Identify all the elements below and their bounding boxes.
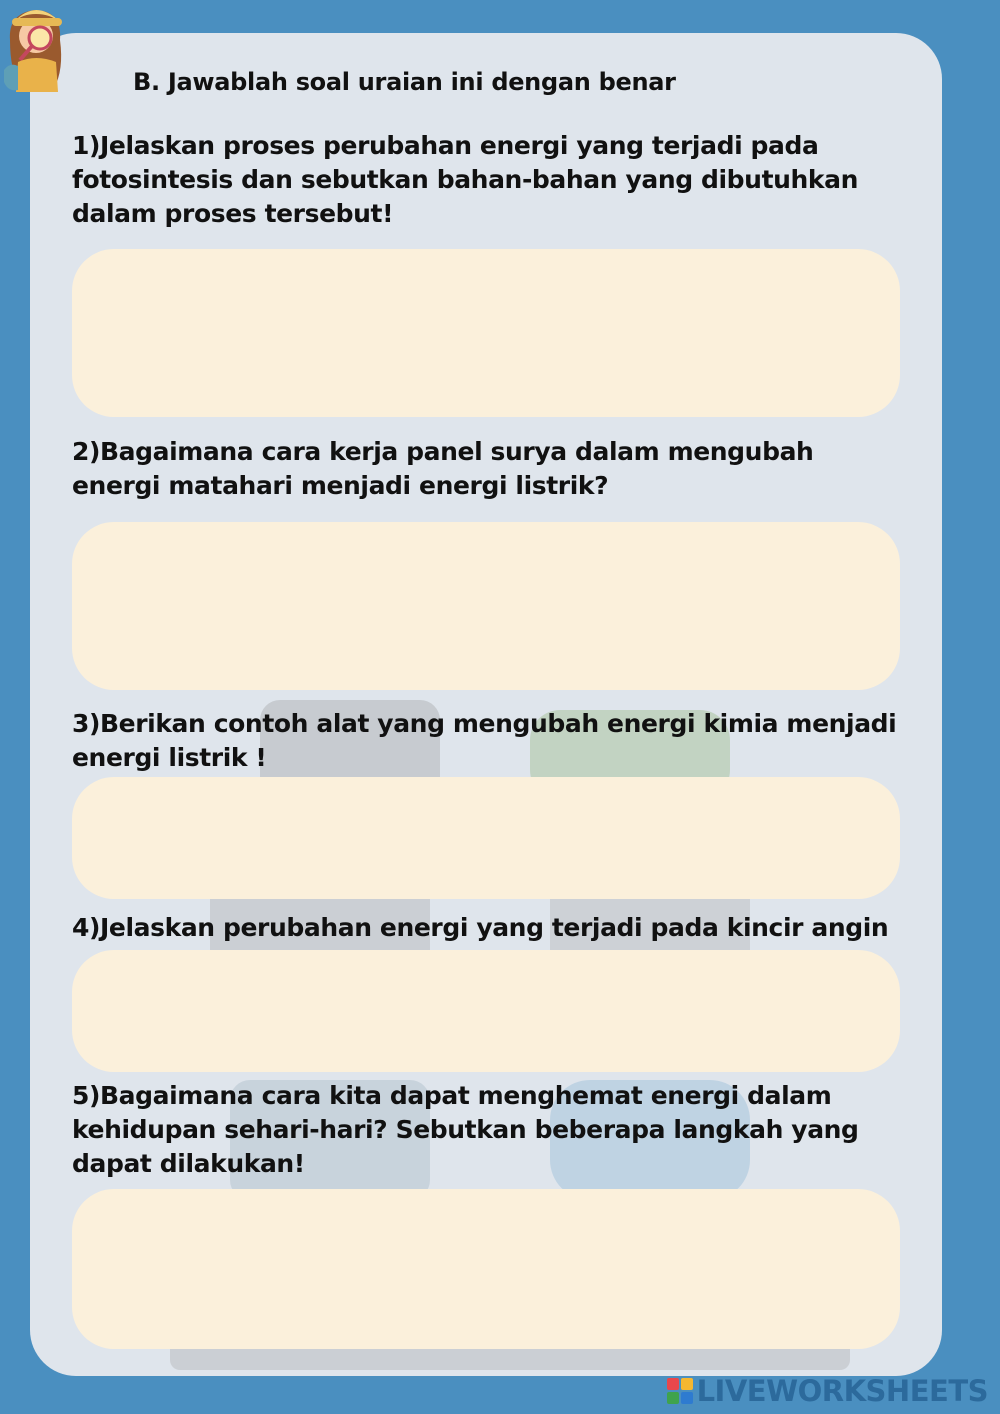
question-5: 5)Bagaimana cara kita dapat menghemat energi dalam kehidupan sehari-hari? Sebutkan beberapa langkah yang dapat dilakukan! <box>72 1081 859 1178</box>
detective-girl-illustration <box>0 0 76 100</box>
liveworksheets-logo[interactable] <box>667 1374 988 1408</box>
brand-name: LIVEWORKSHEETS <box>696 1374 988 1408</box>
section-heading: B. Jawablah soal uraian ini dengan benar <box>133 68 676 96</box>
question-3: 3)Berikan contoh alat yang mengubah energi kimia menjadi energi listrik ! <box>72 709 897 772</box>
question-1: 1)Jelaskan proses perubahan energi yang terjadi pada fotosintesis dan sebutkan bahan-bahan yang dibutuhkan dalam proses tersebut! <box>72 131 859 228</box>
question-2: 2)Bagaimana cara kerja panel surya dalam mengubah energi matahari menjadi energi listrik? <box>72 437 814 500</box>
answer-box-2[interactable] <box>72 522 900 690</box>
liveworksheets-mark-icon <box>667 1378 693 1404</box>
answer-box-3[interactable] <box>72 777 900 899</box>
answer-box-5[interactable] <box>72 1189 900 1349</box>
question-4: 4)Jelaskan perubahan energi yang terjadi pada kincir angin <box>72 913 889 942</box>
answer-box-1[interactable] <box>72 249 900 417</box>
answer-box-4[interactable] <box>72 950 900 1072</box>
